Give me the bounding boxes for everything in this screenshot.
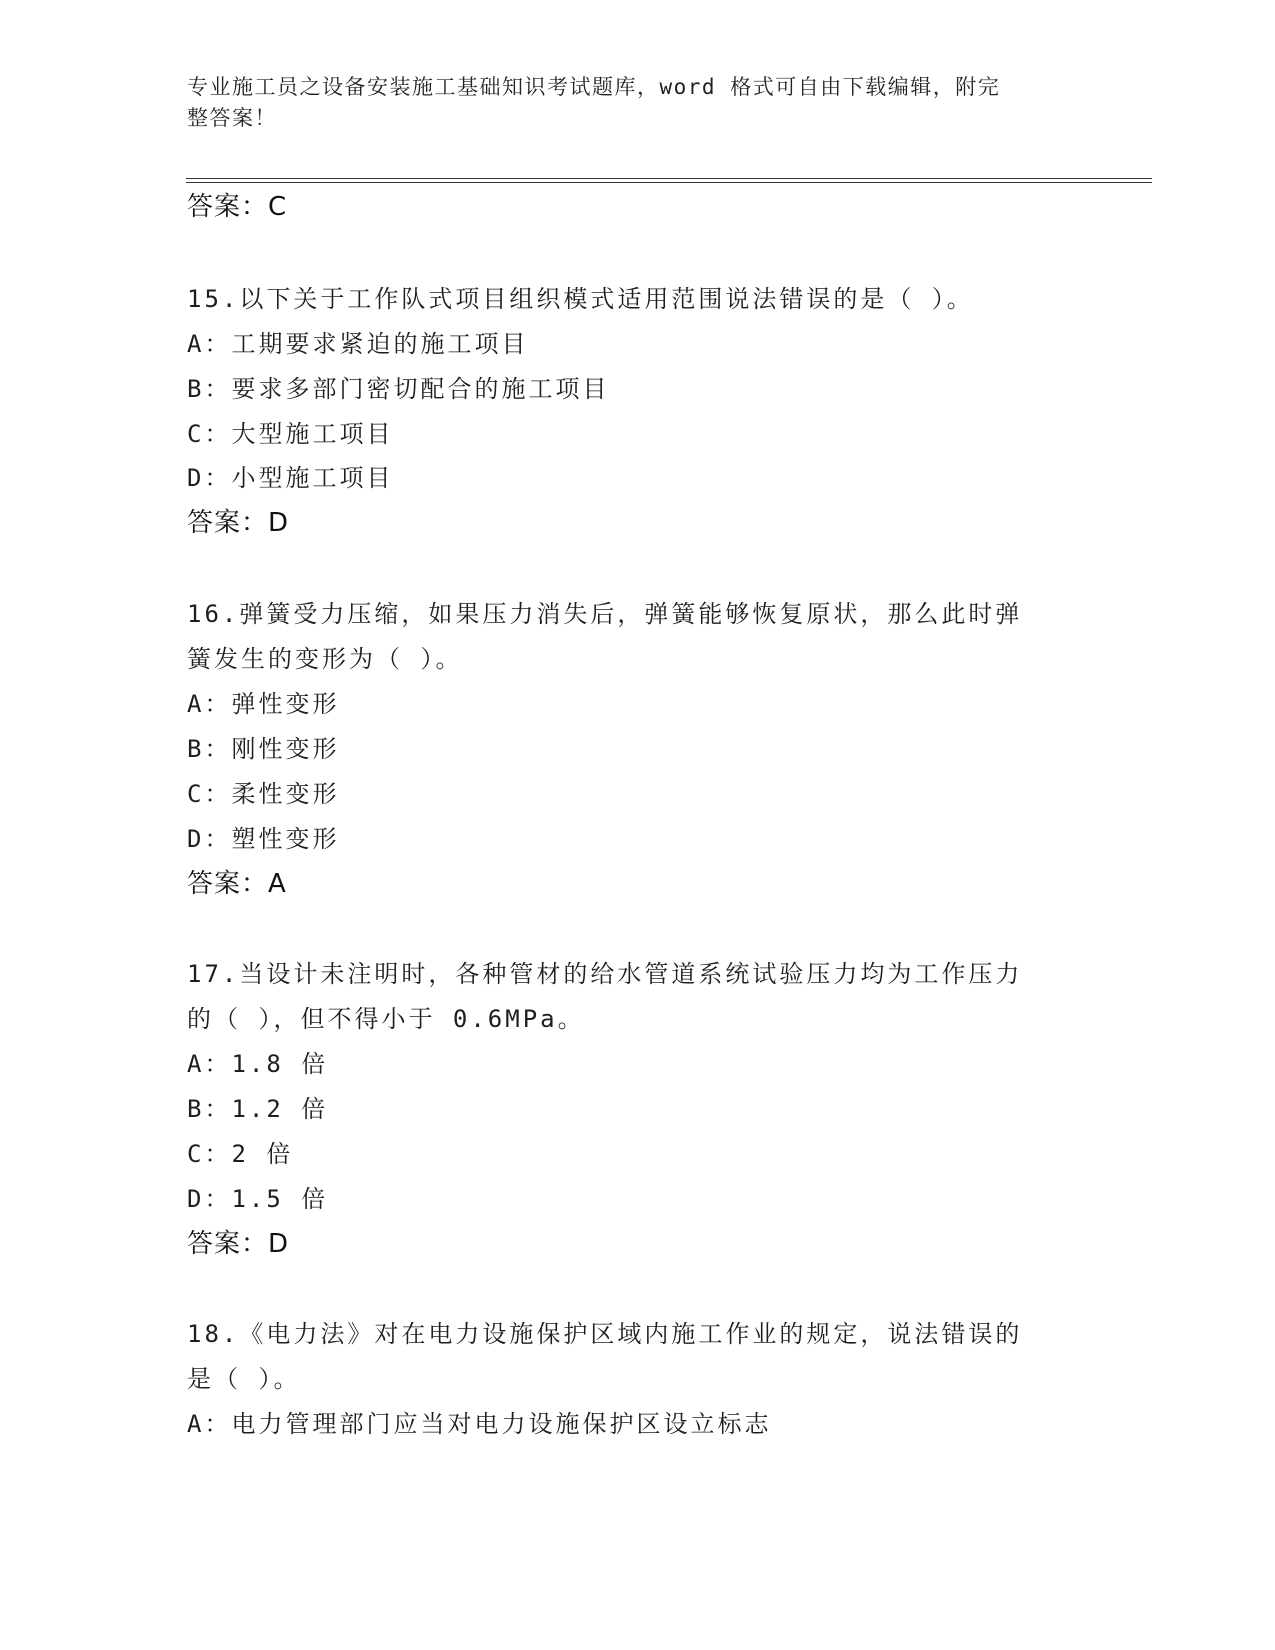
question-15-option-b: B：要求多部门密切配合的施工项目: [187, 375, 610, 403]
header-line-1: 专业施工员之设备安装施工基础知识考试题库，word 格式可自由下载编辑，附完: [187, 75, 1001, 99]
question-18-option-a: A：电力管理部门应当对电力设施保护区设立标志: [187, 1410, 772, 1438]
question-15-stem: 15.以下关于工作队式项目组织模式适用范围说法错误的是（ ）。: [187, 285, 974, 313]
question-17-stem-line-2: 的（ ），但不得小于 0.6MPa。: [187, 1005, 585, 1033]
question-16-option-c: C：柔性变形: [187, 780, 340, 808]
question-18-stem-line-2: 是（ ）。: [187, 1365, 301, 1393]
question-17-stem-line-1: 17.当设计未注明时，各种管材的给水管道系统试验压力均为工作压力: [187, 960, 1023, 988]
question-17-answer: 答案：D: [187, 1229, 290, 1259]
header-line-2: 整答案！: [187, 106, 277, 130]
question-17-option-a: A：1.8 倍: [187, 1050, 329, 1078]
question-16-stem-line-2: 簧发生的变形为（ ）。: [187, 645, 463, 673]
question-15-option-c: C：大型施工项目: [187, 420, 394, 448]
question-16-option-d: D：塑性变形: [187, 825, 340, 853]
question-18-stem-line-1: 18.《电力法》对在电力设施保护区域内施工作业的规定，说法错误的: [187, 1320, 1023, 1348]
document-header: [187, 72, 1067, 134]
question-16-stem-line-1: 16.弹簧受力压缩，如果压力消失后，弹簧能够恢复原状，那么此时弹: [187, 600, 1023, 628]
question-15-option-a: A：工期要求紧迫的施工项目: [187, 330, 529, 358]
question-17-option-d: D：1.5 倍: [187, 1185, 329, 1213]
question-17-option-c: C：2 倍: [187, 1140, 294, 1168]
question-16-answer: 答案：A: [187, 869, 287, 899]
question-17-option-b: B：1.2 倍: [187, 1095, 329, 1123]
answer-prev: 答案：C: [187, 192, 288, 222]
question-16-option-b: B：刚性变形: [187, 735, 340, 763]
question-15-answer: 答案：D: [187, 508, 290, 538]
question-16-option-a: A：弹性变形: [187, 690, 340, 718]
question-15-option-d: D：小型施工项目: [187, 464, 394, 492]
header-divider-top: [186, 178, 1152, 179]
header-divider-bottom: [186, 182, 1152, 183]
